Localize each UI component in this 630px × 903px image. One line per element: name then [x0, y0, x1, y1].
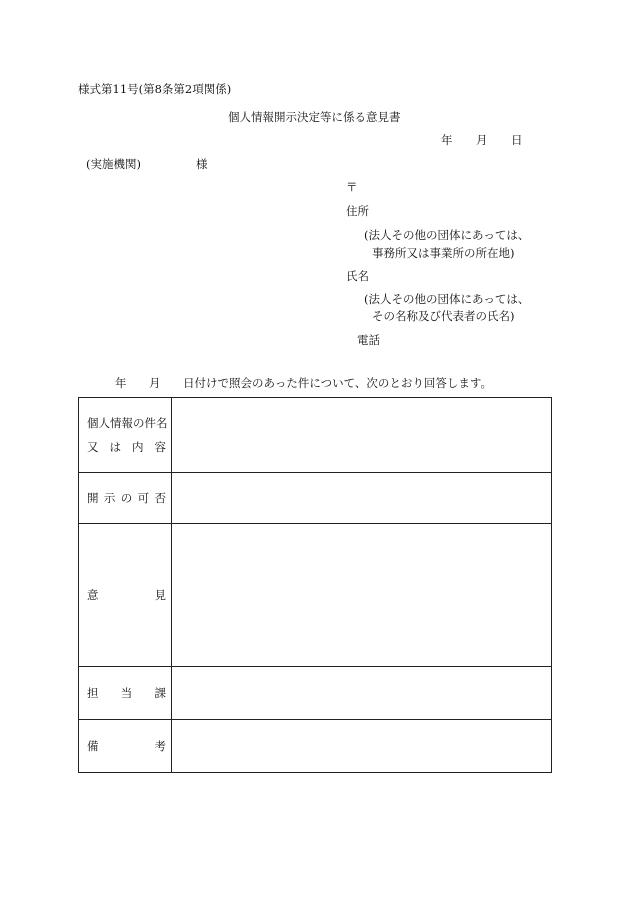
table-row-department [79, 667, 552, 720]
field-opinion[interactable] [172, 524, 552, 667]
document-title: 個人情報開示決定等に係る意見書 [228, 110, 401, 124]
recipient-honorific: 様 [196, 157, 208, 171]
address-label: 住所 [346, 204, 369, 218]
opinion-table [78, 397, 552, 773]
name-label: 氏名 [346, 269, 369, 283]
field-department[interactable] [172, 667, 552, 720]
field-disclosure[interactable] [172, 473, 552, 524]
form-number: 様式第11号(第8条第2項関係) [78, 82, 232, 96]
date-year: 年 [441, 133, 453, 147]
table-row-remarks [79, 720, 552, 773]
table-row-opinion [79, 524, 552, 667]
label-subject-line1: 個 人 情 報 の 件 名 [87, 416, 168, 430]
label-subject-line2: 又 は 内 容 [87, 440, 166, 454]
label-department: 担 当 課 [79, 667, 172, 720]
date-month: 月 [476, 133, 488, 147]
intro-year: 年 [115, 376, 127, 390]
intro-text: 日付けで照会のあった件について、次のとおり回答します。 [183, 376, 493, 390]
name-note-line2: その名称及び代表者の氏名) [372, 309, 515, 323]
label-disclosure: 開 示 の 可 否 [79, 473, 172, 524]
label-remarks: 備 考 [79, 720, 172, 773]
table-row-disclosure [79, 473, 552, 524]
label-subject [79, 398, 172, 473]
date-day: 日 [511, 133, 523, 147]
label-opinion: 意 見 [79, 524, 172, 667]
name-note-line1: (法人その他の団体にあっては、 [364, 292, 530, 306]
address-note-line2: 事務所又は事業所の所在地) [372, 246, 515, 260]
intro-month: 月 [149, 376, 161, 390]
postal-mark: 〒 [346, 180, 358, 194]
field-remarks[interactable] [172, 720, 552, 773]
recipient-org: (実施機関) [86, 157, 141, 171]
table-row-subject [79, 398, 552, 473]
phone-label: 電話 [357, 333, 380, 347]
field-subject[interactable] [172, 398, 552, 473]
address-note-line1: (法人その他の団体にあっては、 [364, 228, 530, 242]
